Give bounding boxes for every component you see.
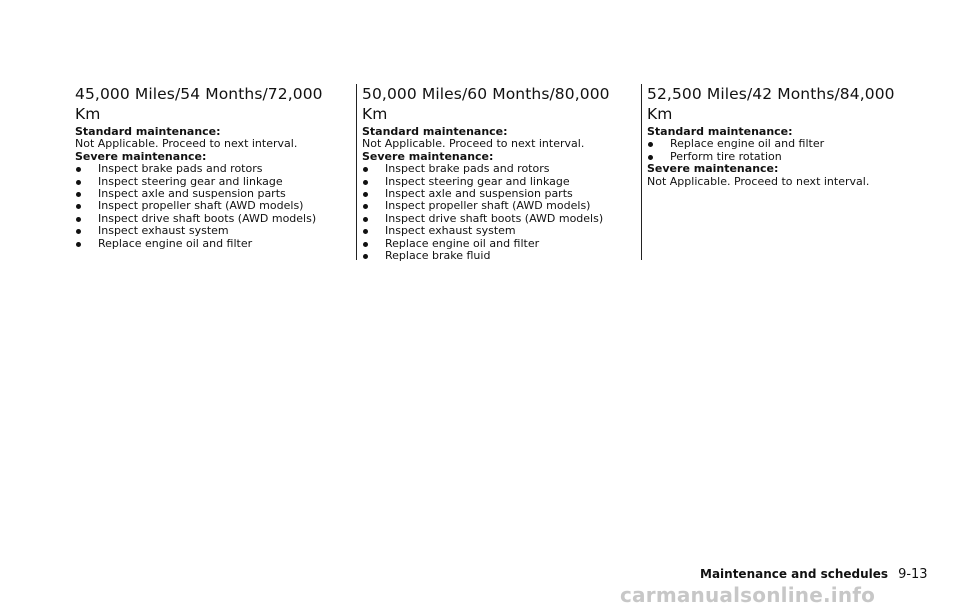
severe-item-text: Replace engine oil and filter <box>98 236 253 250</box>
bullet-icon <box>76 217 81 222</box>
bullet-icon <box>76 229 81 234</box>
footer-page-number: 9-13 <box>898 567 928 582</box>
watermark: carmanualsonline.info <box>620 583 876 607</box>
interval-title: 45,000 Miles/54 Months/72,000 Km <box>75 85 323 123</box>
severe-item-text: Inspect exhaust system <box>98 224 229 238</box>
severe-item-text: Inspect steering gear and linkage <box>98 174 283 188</box>
severe-maintenance-label: Severe maintenance: <box>362 149 494 163</box>
bullet-icon <box>648 155 653 160</box>
severe-item-text: Inspect axle and suspension parts <box>98 187 286 201</box>
bullet-icon <box>363 242 368 247</box>
standard-item-text: Perform tire rotation <box>670 149 782 163</box>
severe-item-text: Replace brake fluid <box>385 249 491 263</box>
standard-maintenance-label: Standard maintenance: <box>647 125 793 138</box>
severe-item-text: Inspect steering gear and linkage <box>385 174 570 188</box>
column-50000 <box>356 84 628 263</box>
bullet-icon <box>648 142 653 147</box>
bullet-icon <box>363 229 368 234</box>
severe-item-text: Inspect propeller shaft (AWD models) <box>385 199 591 213</box>
bullet-icon <box>363 217 368 222</box>
bullet-icon <box>363 254 368 259</box>
bullet-icon <box>76 192 81 197</box>
bullet-icon <box>76 180 81 185</box>
column-45000 <box>75 84 347 250</box>
severe-item-text: Inspect axle and suspension parts <box>385 187 573 201</box>
severe-item-text: Replace engine oil and filter <box>385 236 540 250</box>
page-footer <box>700 567 928 582</box>
standard-item-text: Replace engine oil and filter <box>670 137 825 151</box>
standard-text: Not Applicable. Proceed to next interval. <box>75 137 298 151</box>
interval-title: 50,000 Miles/60 Months/80,000 Km <box>362 85 610 123</box>
bullet-icon <box>76 242 81 247</box>
severe-item-text: Inspect propeller shaft (AWD models) <box>98 199 304 213</box>
severe-text: Not Applicable. Proceed to next interval. <box>647 174 870 188</box>
bullet-icon <box>363 167 368 172</box>
standard-list <box>647 138 913 163</box>
severe-list <box>75 163 347 250</box>
severe-item-text: Inspect drive shaft boots (AWD models) <box>385 211 604 225</box>
severe-item-text: Inspect exhaust system <box>385 224 516 238</box>
bullet-icon <box>76 167 81 172</box>
standard-item <box>647 151 913 163</box>
standard-maintenance-label: Standard maintenance: <box>362 125 508 138</box>
bullet-icon <box>363 204 368 209</box>
standard-maintenance-label: Standard maintenance: <box>75 125 221 138</box>
severe-list <box>362 163 628 262</box>
bullet-icon <box>76 204 81 209</box>
severe-item <box>75 238 347 250</box>
severe-maintenance-label: Severe maintenance: <box>75 149 207 163</box>
severe-item <box>362 250 628 262</box>
standard-text: Not Applicable. Proceed to next interval. <box>362 137 585 151</box>
column-52500 <box>641 84 913 260</box>
bullet-icon <box>363 192 368 197</box>
footer-section-title: Maintenance and schedules <box>700 567 889 581</box>
interval-title: 52,500 Miles/42 Months/84,000 Km <box>647 85 895 123</box>
severe-item-text: Inspect drive shaft boots (AWD models) <box>98 211 317 225</box>
severe-item-text: Inspect brake pads and rotors <box>98 162 263 176</box>
severe-item-text: Inspect brake pads and rotors <box>385 162 550 176</box>
severe-maintenance-label: Severe maintenance: <box>647 162 779 176</box>
bullet-icon <box>363 180 368 185</box>
